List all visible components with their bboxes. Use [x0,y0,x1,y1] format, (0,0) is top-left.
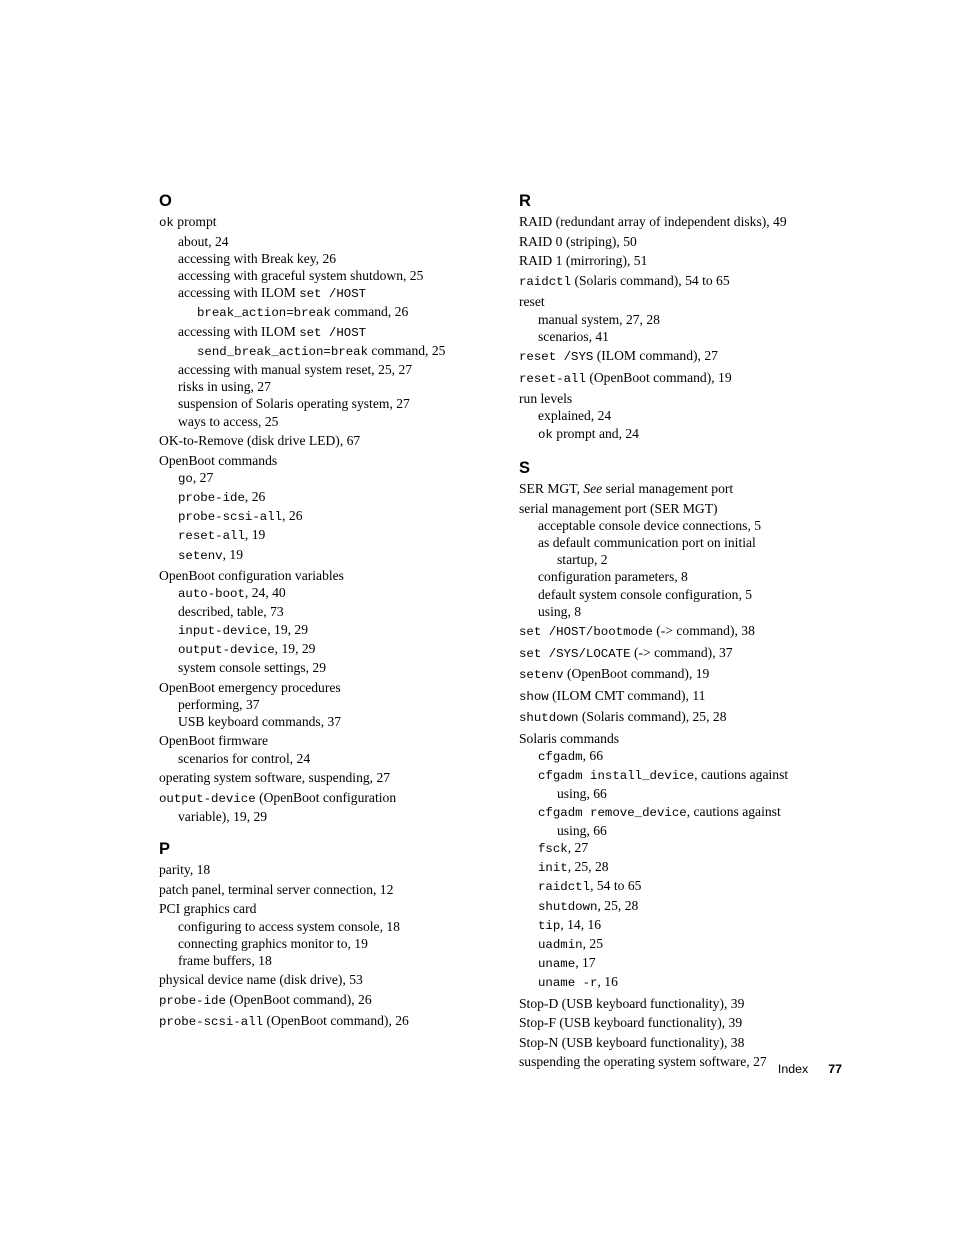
entry-text: (OpenBoot configuration [255,789,397,805]
entry-text: connecting graphics monitor to, 19 [178,935,368,951]
index-entry [159,679,499,731]
entry-text: , 16 [597,974,618,990]
index-subentry [159,378,499,395]
command-text: cfgadm install_device [538,769,695,784]
index-line [159,233,499,250]
entry-text: run levels [519,391,573,407]
entry-text: Stop-N (USB keyboard functionality), 38 [519,1034,745,1050]
entry-text: accessing with Break key, 26 [178,250,337,266]
section-letter: R [519,192,531,210]
command-text: probe-scsi-all [178,510,283,525]
index-entry [519,369,849,388]
index-line [519,877,849,896]
entry-text: variable), 19, 29 [178,808,268,824]
index-line-continued [519,551,849,568]
index-line-continued [159,303,499,322]
index-line [519,622,849,641]
entry-text: frame buffers, 18 [178,952,272,968]
index-line [159,567,499,584]
index-line [159,659,499,676]
command-text: output-device [159,791,256,806]
command-text: reset /SYS [519,350,594,365]
command-text: ok [159,216,174,231]
entry-text: suspension of Solaris operating system, 27 [178,396,410,412]
index-line [519,534,849,551]
entry-text: , 26 [244,488,266,504]
index-line [519,500,849,517]
entry-text: accessing with ILOM [178,285,300,301]
index-entry [519,213,849,230]
index-subentry [159,267,499,284]
index-subentry [519,803,849,839]
index-line [519,644,849,663]
entry-text: Stop-D (USB keyboard functionality), 39 [519,995,745,1011]
entry-text: using, 66 [557,822,607,838]
index-entry [159,432,499,449]
command-text: raidctl [519,274,572,289]
index-subentry [159,413,499,430]
index-line [519,407,849,424]
index-entry [519,665,849,684]
index-subentry [519,603,849,620]
index-line [519,973,849,992]
index-line [519,233,849,250]
index-subentry [159,659,499,676]
index-subentry [159,621,499,640]
index-line [159,395,499,412]
index-line [519,897,849,916]
entry-text: physical device name (disk drive), 53 [159,972,363,988]
index-subentry [159,546,499,565]
section-letter: P [159,840,171,859]
command-text: probe-scsi-all [159,1015,264,1030]
index-subentry [159,935,499,952]
index-entry [519,252,849,269]
section-letter: O [159,192,172,210]
command-text: reset-all [519,371,586,386]
entry-text: , cautions against [694,767,789,783]
index-section [159,192,499,825]
index-subentry [519,897,849,916]
entry-text: RAID 1 (mirroring), 51 [519,253,648,269]
entry-text: , 25, 28 [597,897,639,913]
index-line [159,378,499,395]
index-line [519,803,849,822]
entry-text: (ILOM CMT command), 11 [548,687,706,703]
entry-text: , 14, 16 [560,916,602,932]
index-entry [159,1012,499,1031]
index-line [519,568,849,585]
command-text: show [519,689,549,704]
command-text: auto-boot [178,587,245,602]
entry-text: startup, 2 [557,552,608,568]
index-subentry [519,916,849,935]
index-subentry [159,603,499,620]
entry-text: reset [519,294,545,310]
index-entry [159,861,499,878]
entry-text: command, 26 [330,304,409,320]
entry-text: risks in using, 27 [178,379,271,395]
index-line [159,679,499,696]
index-subentry [159,526,499,545]
index-line [159,250,499,267]
index-line [159,488,499,507]
command-text: tip [538,918,561,933]
index-line [519,730,849,747]
command-text: fsck [538,842,568,857]
index-line [519,916,849,935]
index-line [159,900,499,917]
index-line [519,858,849,877]
index-subentry [159,469,499,488]
index-line [519,1034,849,1051]
index-line [519,747,849,766]
index-line [519,390,849,407]
index-line [159,713,499,730]
command-text: raidctl [538,880,591,895]
entry-text: ways to access, 25 [178,413,279,429]
entry-text: , 54 to 65 [590,878,642,894]
index-line [519,839,849,858]
entry-text: , 27 [567,840,589,856]
index-subentry [159,918,499,935]
index-line [519,687,849,706]
index-line [519,517,849,534]
page-number: 77 [828,1062,842,1076]
entry-text: configuring to access system console, 18 [178,918,400,934]
command-text: set /SYS/LOCATE [519,646,631,661]
index-subentry [519,586,849,603]
index-line [159,452,499,469]
index-line-continued [519,822,849,839]
entry-text: RAID 0 (striping), 50 [519,233,637,249]
entry-text: manual system, 27, 28 [538,311,660,327]
command-text: set /HOST [299,325,367,340]
command-text: break_action=break [197,306,331,321]
entry-text: , 26 [282,508,303,524]
index-line [159,640,499,659]
index-subentry [519,858,849,877]
index-entry [159,452,499,565]
entry-text: (OpenBoot command), 26 [225,991,372,1007]
index-line [159,696,499,713]
entry-text: command, 25 [368,342,446,358]
index-line [519,272,849,291]
index-entry [519,1034,849,1051]
command-text: setenv [178,548,223,563]
index-line [159,861,499,878]
index-line [519,252,849,269]
index-line [159,361,499,378]
index-line [159,769,499,786]
index-line [519,425,849,444]
index-section [519,459,849,1071]
entry-text: (OpenBoot command), 19 [563,666,710,682]
entry-text: , 17 [575,955,596,971]
entry-text: scenarios for control, 24 [178,750,311,766]
index-line [519,369,849,388]
entry-text: explained, 24 [538,408,612,424]
entry-text: (-> command), 38 [652,623,755,639]
index-subentry [159,488,499,507]
entry-text: system console settings, 29 [178,660,327,676]
index-entry [519,272,849,291]
entry-text: OpenBoot commands [159,452,278,468]
index-entry [159,881,499,898]
index-line [159,732,499,749]
entry-text: OK-to-Remove (disk drive LED), 67 [159,433,361,449]
entry-text: , 25 [582,936,604,952]
index-line [519,665,849,684]
index-subentry [519,973,849,992]
footer-label: Index [777,1062,809,1076]
index-line [159,621,499,640]
index-subentry [519,534,849,568]
command-text: go [178,471,193,486]
entry-text: USB keyboard commands, 37 [178,713,342,729]
index-subentry [159,750,499,767]
index-subentry [519,747,849,766]
index-line [159,469,499,488]
index-entry [159,567,499,676]
index-line [519,480,849,497]
command-text: uadmin [538,938,583,953]
index-line [519,954,849,973]
section-letter: S [519,458,531,477]
index-subentry [159,361,499,378]
entry-text: default system console configuration, 5 [538,586,753,602]
index-subentry [519,407,849,424]
entry-text: SER MGT, [519,481,584,497]
entry-text: configuration parameters, 8 [538,569,688,585]
index-subentry [519,935,849,954]
index-entry [519,480,849,497]
index-line [519,935,849,954]
entry-text: (ILOM command), 27 [593,348,718,364]
index-entry [159,769,499,786]
index-line [519,995,849,1012]
entry-text: (Solaris command), 54 to 65 [571,272,730,288]
index-subentry [519,568,849,585]
index-line [519,347,849,366]
command-text: setenv [519,668,564,683]
command-text: shutdown [519,711,579,726]
index-line [159,432,499,449]
entry-text: serial management port (SER MGT) [519,500,718,516]
command-text: set /HOST/bootmode [519,625,653,640]
entry-text: prompt [173,214,217,230]
index-line [519,213,849,230]
command-text: ok [538,427,553,442]
index-subentry [519,517,849,534]
entry-text: , 19 [244,527,266,543]
entry-text: OpenBoot configuration variables [159,568,344,584]
index-entry [519,233,849,250]
index-line [519,708,849,727]
entry-text: acceptable console device connections, 5 [538,517,762,533]
index-line [159,918,499,935]
index-subentry [159,507,499,526]
index-line [519,586,849,603]
index-entry [159,213,499,429]
index-line [159,413,499,430]
entry-text: (Solaris command), 25, 28 [578,709,727,725]
index-entry [159,991,499,1010]
entry-text: , 19 [222,546,244,562]
command-text: send_break_action=break [197,344,369,359]
entry-text: (OpenBoot command), 19 [585,369,732,385]
index-subentry [159,395,499,412]
entry-text: OpenBoot emergency procedures [159,679,341,695]
index-entry [159,732,499,766]
entry-text: accessing with manual system reset, 25, 27 [178,361,413,377]
entry-text: accessing with ILOM [178,323,300,339]
index-subentry [519,877,849,896]
entry-text: , 19, 29 [274,640,316,656]
index-section [159,840,499,1032]
index-entry [159,900,499,969]
index-entry [519,293,849,345]
command-text: shutdown [538,899,598,914]
index-line [519,766,849,785]
index-entry [159,789,499,825]
command-text: uname -r [538,976,598,991]
index-line [159,267,499,284]
entry-text: OpenBoot firmware [159,733,269,749]
entry-text: serial management port [602,481,734,497]
index-line [159,603,499,620]
entry-text: operating system software, suspending, 27 [159,770,391,786]
entry-text: , 24, 40 [244,585,286,601]
index-subentry [159,696,499,713]
index-line [159,507,499,526]
index-subentry [159,640,499,659]
index-line [159,750,499,767]
index-line-continued [519,785,849,802]
command-text: output-device [178,642,275,657]
command-text: probe-ide [178,490,245,505]
index-subentry [519,954,849,973]
command-text: reset-all [178,529,245,544]
index-line [159,881,499,898]
index-subentry [159,952,499,969]
entry-text: accessing with graceful system shutdown, 25 [178,267,424,283]
entry-text: scenarios, 41 [538,328,609,344]
command-text: input-device [178,623,268,638]
index-entry [519,730,849,993]
see-reference: See [583,481,603,497]
index-subentry [159,233,499,250]
entry-text: parity, 18 [159,862,211,878]
index-line [159,584,499,603]
entry-text: as default communication port on initial [538,535,756,551]
page-footer [700,1062,842,1076]
index-line [159,546,499,565]
command-text: cfgadm [538,750,583,765]
entry-text: using, 8 [538,603,582,619]
index-line-continued [159,808,499,825]
entry-text: (-> command), 37 [630,644,733,660]
index-subentry [519,328,849,345]
entry-text: Stop-F (USB keyboard functionality), 39 [519,1015,743,1031]
index-subentry [159,284,499,322]
index-column-right [519,192,849,1086]
index-line [159,284,499,303]
entry-text: RAID (redundant array of independent disks), 49 [519,214,787,230]
command-text: set /HOST [299,287,367,302]
index-line [519,1014,849,1031]
index-entry [519,390,849,444]
index-column-left [159,192,499,1047]
index-subentry [519,311,849,328]
index-entry [159,971,499,988]
index-line [159,526,499,545]
index-line [159,1012,499,1031]
index-entry [519,644,849,663]
index-entry [519,1014,849,1031]
entry-text: , 27 [192,469,214,485]
entry-text: performing, 37 [178,696,260,712]
entry-text: using, 66 [557,786,607,802]
index-line [159,935,499,952]
entry-text: described, table, 73 [178,604,284,620]
entry-text: , 66 [582,748,604,764]
entry-text: , 19, 29 [267,621,309,637]
index-line [519,311,849,328]
index-subentry [159,323,499,361]
index-subentry [159,584,499,603]
entry-text: , cautions against [686,803,781,819]
index-line [159,952,499,969]
index-section [519,192,849,444]
index-line [159,971,499,988]
index-line [159,991,499,1010]
index-line [519,328,849,345]
index-line [159,213,499,232]
index-entry [519,708,849,727]
index-subentry [519,425,849,444]
entry-text: Solaris commands [519,730,620,746]
index-entry [519,995,849,1012]
index-line [159,323,499,342]
entry-text: , 25, 28 [567,859,609,875]
index-line [519,603,849,620]
index-subentry [159,250,499,267]
index-entry [519,687,849,706]
index-entry [519,622,849,641]
entry-text: prompt and, 24 [552,425,639,441]
entry-text: patch panel, terminal server connection, 12 [159,881,394,897]
index-line-continued [159,342,499,361]
command-text: cfgadm remove_device [538,805,687,820]
index-subentry [159,713,499,730]
index-line [519,293,849,310]
index-subentry [519,839,849,858]
command-text: uname [538,957,576,972]
index-line [159,789,499,808]
index-subentry [519,766,849,802]
entry-text: (OpenBoot command), 26 [263,1013,409,1029]
index-entry [519,347,849,366]
entry-text: suspending the operating system software, 27 [519,1054,767,1070]
entry-text: PCI graphics card [159,901,257,917]
command-text: probe-ide [159,993,226,1008]
entry-text: about, 24 [178,233,229,249]
index-entry [519,500,849,620]
command-text: init [538,861,568,876]
